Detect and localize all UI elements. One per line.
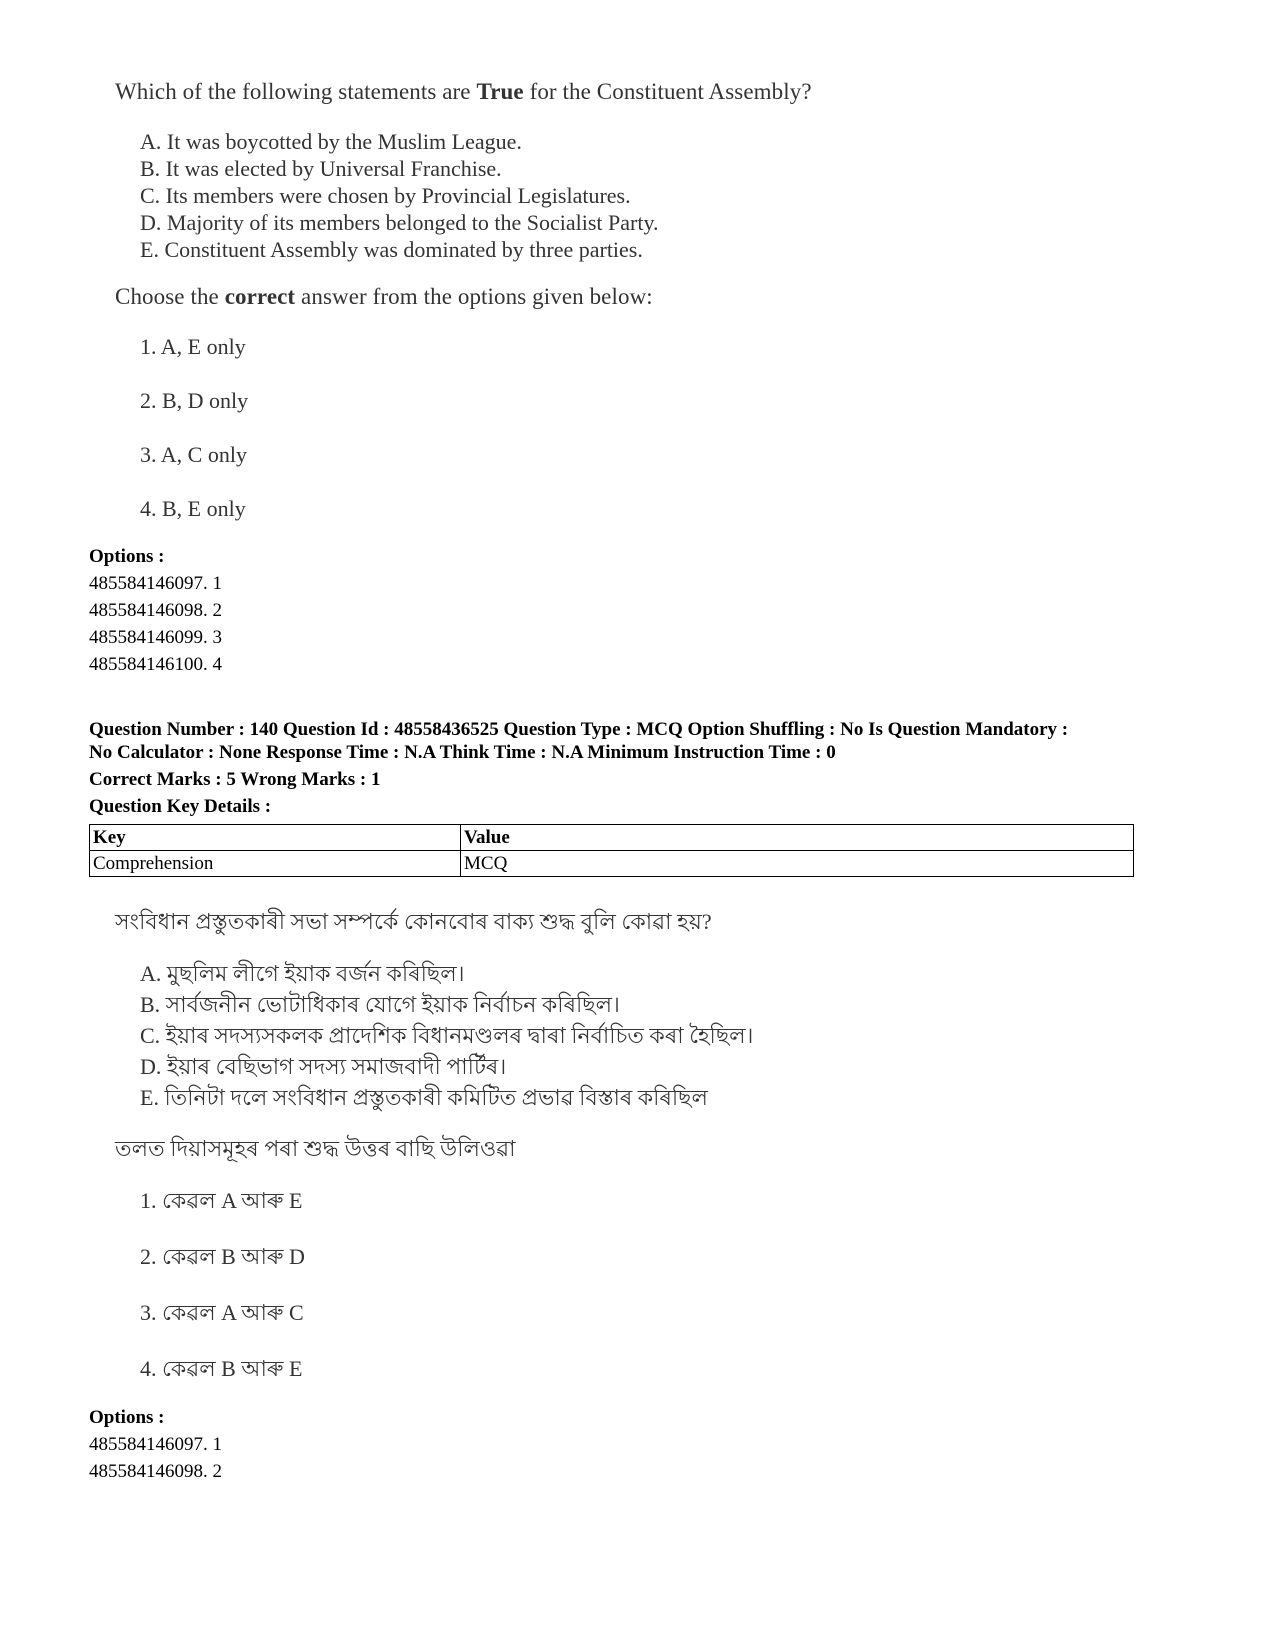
question-info-line-2: No Calculator : None Response Time : N.A Think Time : N.A Minimum Instruction Time : 0: [89, 742, 836, 763]
answer-instruction: তলত দিয়াসমূহৰ পৰা শুদ্ধ উত্তৰ বাছি উলিওৱা: [115, 1136, 516, 1161]
statement-item: B. সাৰ্বজনীন ভোটাধিকাৰ যোগে ইয়াক নিৰ্বাচন কৰিছিল।: [140, 992, 620, 1017]
choice-item: 3. কেৱল A আৰু C: [140, 1300, 304, 1325]
statement-item: D. ইয়াৰ বেছিভাগ সদস্য সমাজবাদী পাৰ্টিৰ।: [140, 1054, 507, 1079]
table-header-value: Value: [461, 825, 1134, 851]
option-id-row: 485584146098. 2: [89, 1461, 222, 1482]
key-details-label: Question Key Details :: [89, 796, 272, 817]
statement-item: C. Its members were chosen by Provincial Legislatures.: [140, 183, 631, 208]
options-label: Options :: [89, 546, 165, 567]
table-header-row: [90, 825, 1134, 851]
statement-item: C. ইয়াৰ সদস্যসকলক প্ৰাদেশিক বিধানমণ্ডলৰ দ্বাৰা নিৰ্বাচিত কৰা হৈছিল।: [140, 1023, 754, 1048]
statement-item: A. It was boycotted by the Muslim League.: [140, 129, 522, 154]
option-id-row: 485584146097. 1: [89, 1434, 222, 1455]
choice-item: 1. কেৱল A আৰু E: [140, 1188, 303, 1213]
options-block: [89, 1404, 1149, 1485]
statement-list: [115, 958, 753, 1113]
choice-item: 1. A, E only: [140, 334, 246, 359]
options-block: [89, 543, 1149, 678]
option-id-row: 485584146100. 4: [89, 654, 222, 675]
statement-item: D. Majority of its members belonged to the Socialist Party.: [140, 210, 659, 235]
choice-list: [115, 333, 812, 549]
table-row: [90, 851, 1134, 877]
question-stem: সংবিধান প্ৰস্তুতকাৰী সভা সম্পৰ্কে কোনবোৰ বাক্য শুদ্ধ বুলি কোৱা হয়?: [115, 909, 712, 934]
choice-item: 3. A, C only: [140, 442, 247, 467]
choice-item: 4. B, E only: [140, 496, 246, 521]
options-label: Options :: [89, 1407, 165, 1428]
choice-item: 4. কেৱল B আৰু E: [140, 1356, 303, 1381]
question-image-assamese: [115, 908, 753, 1411]
key-details-table: [89, 824, 1134, 877]
choice-item: 2. কেৱল B আৰু D: [140, 1244, 305, 1269]
choice-item: 2. B, D only: [140, 388, 249, 413]
answer-instruction: Choose the correct answer from the options given below:: [115, 284, 653, 309]
table-cell-key: Comprehension: [90, 851, 461, 877]
statement-item: E. Constituent Assembly was dominated by three parties.: [140, 237, 643, 262]
question-image-english: [115, 78, 812, 549]
choice-list: [115, 1187, 753, 1411]
statement-item: A. মুছলিম লীগে ইয়াক বৰ্জন কৰিছিল।: [140, 961, 465, 986]
statement-item: B. It was elected by Universal Franchise.: [140, 156, 502, 181]
option-id-row: 485584146097. 1: [89, 573, 222, 594]
table-cell-value: MCQ: [461, 851, 1134, 877]
statement-item: E. তিনিটা দলে সংবিধান প্ৰস্তুতকাৰী কমিটিত প্ৰভাৱ বিস্তাৰ কৰিছিল: [140, 1085, 708, 1110]
question-info: [89, 718, 1149, 818]
question-info-line-1: Question Number : 140 Question Id : 48558436525 Question Type : MCQ Option Shuffling : No Is Question Mandatory :: [89, 719, 1069, 740]
marks-line: Correct Marks : 5 Wrong Marks : 1: [89, 769, 381, 790]
statement-list: [115, 128, 812, 263]
option-id-row: 485584146099. 3: [89, 627, 222, 648]
question-stem: Which of the following statements are True for the Constituent Assembly?: [115, 79, 812, 104]
option-id-row: 485584146098. 2: [89, 600, 222, 621]
table-header-key: Key: [90, 825, 461, 851]
